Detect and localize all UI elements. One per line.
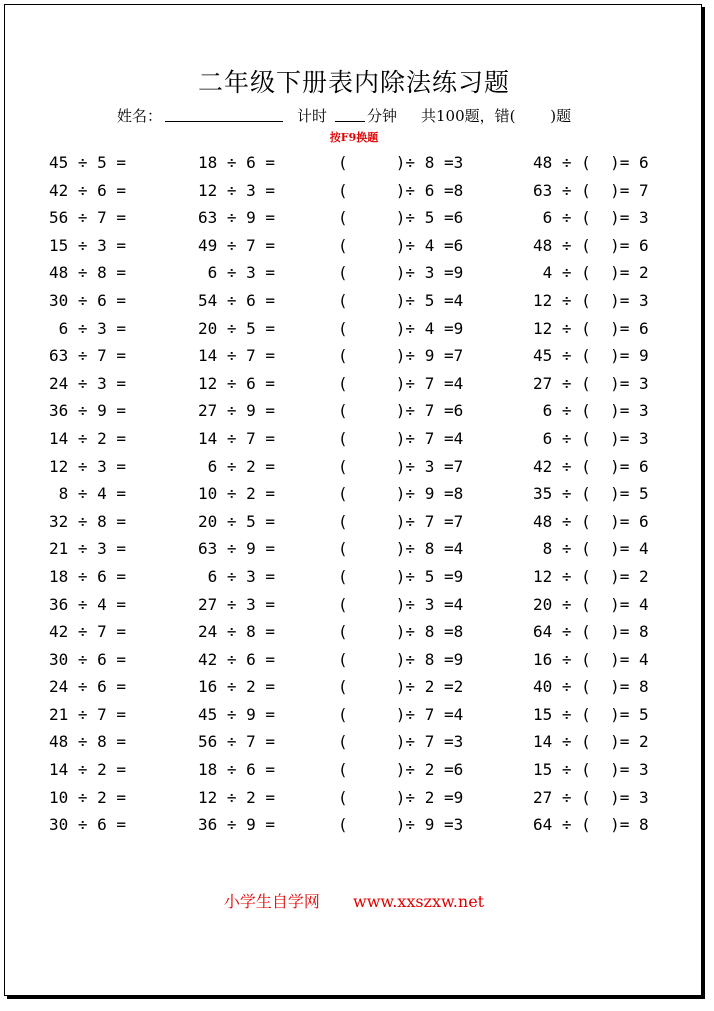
problem-grid [5,149,703,839]
division-problem: 30 ÷ 6 = [49,649,127,669]
division-problem: 12 ÷ 2 = [198,787,276,807]
division-problem: ( )÷ 3 =4 [338,594,464,614]
division-problem: ( )÷ 2 =9 [338,787,464,807]
division-problem: 36 ÷ 9 = [49,401,127,421]
division-problem: 24 ÷ 3 = [49,373,127,393]
division-problem: 18 ÷ 6 = [198,153,276,172]
problem-row [5,811,703,839]
division-problem: ( )÷ 4 =6 [338,235,464,255]
division-problem: ( )÷ 8 =3 [338,153,464,172]
division-problem: 36 ÷ 4 = [49,594,127,614]
division-problem: 45 ÷ 9 = [198,704,276,724]
name-blank [165,121,283,122]
division-problem: ( )÷ 5 =9 [338,566,464,586]
student-info-line [5,105,703,125]
problem-row [5,591,703,619]
division-problem: 48 ÷ ( )= 6 [533,511,649,531]
division-problem: 6 ÷ 3 = [49,318,127,338]
division-problem: 8 ÷ 4 = [49,484,127,504]
division-problem: 6 ÷ ( )= 3 [533,428,649,448]
division-problem: 54 ÷ 6 = [198,290,276,310]
time-label: 计时 [297,107,328,125]
division-problem: ( )÷ 3 =9 [338,263,464,283]
division-problem: ( )÷ 7 =3 [338,732,464,752]
problem-row [5,728,703,756]
division-problem: 14 ÷ 7 = [198,346,276,366]
division-problem: 6 ÷ 3 = [198,263,276,283]
division-problem: 42 ÷ 7 = [49,622,127,642]
division-problem: 24 ÷ 6 = [49,677,127,697]
problem-row [5,535,703,563]
division-problem: 48 ÷ ( )= 6 [533,235,649,255]
division-problem: ( )÷ 7 =7 [338,511,464,531]
division-problem: 30 ÷ 6 = [49,290,127,310]
division-problem: 27 ÷ ( )= 3 [533,373,649,393]
division-problem: 14 ÷ ( )= 2 [533,732,649,752]
division-problem: 21 ÷ 7 = [49,704,127,724]
problem-row [5,425,703,453]
division-problem: 64 ÷ ( )= 8 [533,815,649,835]
division-problem: 6 ÷ 3 = [198,566,276,586]
name-label: 姓名： [117,107,163,125]
problem-row [5,287,703,315]
division-problem: 20 ÷ ( )= 4 [533,594,649,614]
problem-row [5,204,703,232]
problem-row [5,453,703,481]
division-problem: 56 ÷ 7 = [49,208,127,228]
site-name: 小学生自学网 [223,892,320,911]
division-problem: 18 ÷ 6 = [49,566,127,586]
division-problem: 4 ÷ ( )= 2 [533,263,649,283]
division-problem: 10 ÷ 2 = [49,787,127,807]
division-problem: 10 ÷ 2 = [198,484,276,504]
division-problem: 40 ÷ ( )= 8 [533,677,649,697]
site-url[interactable]: www.xxszxw.net [353,892,485,911]
division-problem: ( )÷ 7 =4 [338,704,464,724]
problem-row [5,673,703,701]
division-problem: 12 ÷ 6 = [198,373,276,393]
division-problem: ( )÷ 4 =9 [338,318,464,338]
division-problem: 64 ÷ ( )= 8 [533,622,649,642]
division-problem: 12 ÷ ( )= 3 [533,290,649,310]
division-problem: 63 ÷ 9 = [198,539,276,559]
refresh-hint: 按F9换题 [329,131,379,144]
division-problem: 42 ÷ 6 = [198,649,276,669]
problem-row [5,646,703,674]
division-problem: 18 ÷ 6 = [198,760,276,780]
worksheet-title: 二年级下册表内除法练习题 [197,68,510,97]
footer [5,889,703,912]
problem-row [5,397,703,425]
division-problem: ( )÷ 3 =7 [338,456,464,476]
division-problem: 14 ÷ 2 = [49,428,127,448]
division-problem: 32 ÷ 8 = [49,511,127,531]
division-problem: 14 ÷ 2 = [49,760,127,780]
division-problem: 42 ÷ ( )= 6 [533,456,649,476]
division-problem: ( )÷ 7 =4 [338,373,464,393]
division-problem: 45 ÷ 5 = [49,153,127,172]
time-blank [335,121,365,122]
division-problem: 35 ÷ ( )= 5 [533,484,649,504]
division-problem: 48 ÷ ( )= 6 [533,153,649,172]
division-problem: 12 ÷ 3 = [198,180,276,200]
problem-row [5,232,703,260]
division-problem: 8 ÷ ( )= 4 [533,539,649,559]
division-problem: 14 ÷ 7 = [198,428,276,448]
division-problem: 16 ÷ ( )= 4 [533,649,649,669]
division-problem: 49 ÷ 7 = [198,235,276,255]
problem-row [5,370,703,398]
division-problem: 30 ÷ 6 = [49,815,127,835]
division-problem: 6 ÷ ( )= 3 [533,208,649,228]
minutes-label: 分钟 [367,107,398,125]
division-problem: 6 ÷ 2 = [198,456,276,476]
division-problem: ( )÷ 5 =6 [338,208,464,228]
division-problem: ( )÷ 9 =7 [338,346,464,366]
problem-row [5,618,703,646]
worksheet-page [4,4,702,996]
division-problem: ( )÷ 8 =8 [338,622,464,642]
division-problem: ( )÷ 7 =6 [338,401,464,421]
problem-row [5,563,703,591]
division-problem: 48 ÷ 8 = [49,263,127,283]
division-problem: ( )÷ 2 =6 [338,760,464,780]
division-problem: 20 ÷ 5 = [198,511,276,531]
total-errors-label: 共100题，错( )题 [421,107,572,125]
division-problem: 6 ÷ ( )= 3 [533,401,649,421]
division-problem: 56 ÷ 7 = [198,732,276,752]
problem-row [5,701,703,729]
division-problem: 15 ÷ ( )= 3 [533,760,649,780]
division-problem: ( )÷ 6 =8 [338,180,464,200]
division-problem: 12 ÷ ( )= 2 [533,566,649,586]
division-problem: ( )÷ 9 =3 [338,815,464,835]
division-problem: ( )÷ 2 =2 [338,677,464,697]
division-problem: 36 ÷ 9 = [198,815,276,835]
division-problem: 15 ÷ ( )= 5 [533,704,649,724]
division-problem: 12 ÷ 3 = [49,456,127,476]
division-problem: 24 ÷ 8 = [198,622,276,642]
problem-row [5,342,703,370]
division-problem: ( )÷ 8 =4 [338,539,464,559]
division-problem: 63 ÷ ( )= 7 [533,180,649,200]
division-problem: 63 ÷ 9 = [198,208,276,228]
division-problem: 27 ÷ 9 = [198,401,276,421]
division-problem: ( )÷ 7 =4 [338,428,464,448]
division-problem: 27 ÷ 3 = [198,594,276,614]
problem-row [5,784,703,812]
division-problem: 12 ÷ ( )= 6 [533,318,649,338]
division-problem: 48 ÷ 8 = [49,732,127,752]
division-problem: 16 ÷ 2 = [198,677,276,697]
division-problem: 20 ÷ 5 = [198,318,276,338]
division-problem: 27 ÷ ( )= 3 [533,787,649,807]
division-problem: 15 ÷ 3 = [49,235,127,255]
division-problem: 63 ÷ 7 = [49,346,127,366]
problem-row [5,508,703,536]
problem-row [5,315,703,343]
division-problem: 45 ÷ ( )= 9 [533,346,649,366]
division-problem: ( )÷ 5 =4 [338,290,464,310]
division-problem: 42 ÷ 6 = [49,180,127,200]
division-problem: 21 ÷ 3 = [49,539,127,559]
problem-row [5,259,703,287]
problem-row [5,177,703,205]
problem-row [5,149,703,177]
problem-row [5,756,703,784]
division-problem: ( )÷ 8 =9 [338,649,464,669]
problem-row [5,480,703,508]
division-problem: ( )÷ 9 =8 [338,484,464,504]
